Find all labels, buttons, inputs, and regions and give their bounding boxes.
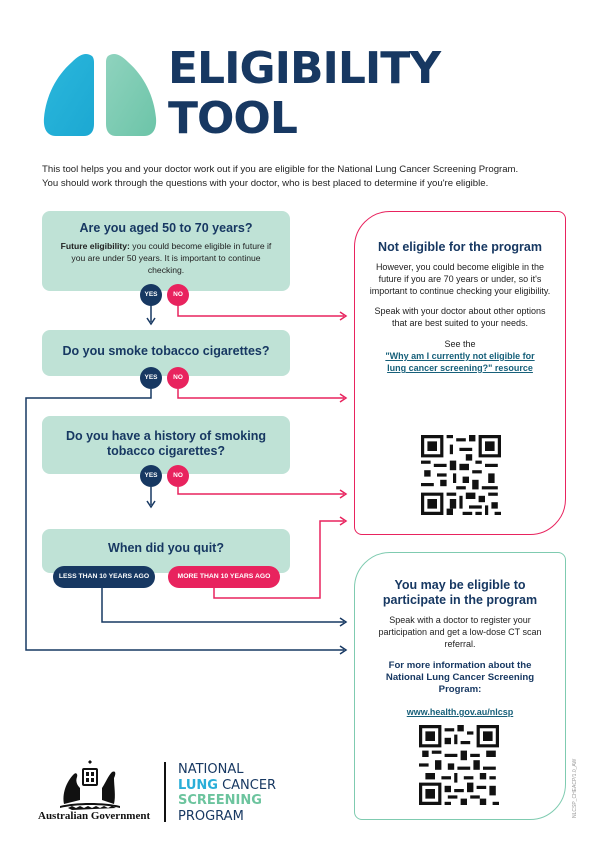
not-eligible-text-2: Speak with your doctor about other options that are best suited to your needs. — [374, 306, 546, 328]
question-smoke-title: Do you smoke tobacco cigarettes? — [62, 344, 270, 358]
not-eligible-text-1: However, you could become eligible in the future if you are 70 years or under, so it's important to continue checking your eligibility. — [369, 262, 551, 296]
coat-of-arms-icon — [58, 760, 122, 812]
question-smoke — [42, 330, 290, 376]
see-the-text: See the — [444, 339, 476, 349]
future-eligibility-text: you could become eligible in future if you are under 50 years. It is important to continue checking. — [71, 241, 272, 275]
more-info-text: For more information about the National Lung Cancer Screening Program: — [385, 660, 535, 695]
more-than-10-years-button[interactable]: MORE THAN 10 YEARS AGO — [168, 566, 280, 588]
nlcsp-logo — [178, 762, 276, 824]
intro-line-1: This tool helps you and your doctor work out if you are eligible for the National Lung Cancer Screening Program. — [42, 164, 519, 175]
history-no-button[interactable]: NO — [167, 465, 189, 487]
intro-line-2: You should work through the questions with your doctor, who is best placed to determine if you're eligible. — [42, 178, 489, 189]
future-eligibility-label: Future eligibility: — [60, 241, 130, 251]
smoke-no-button[interactable]: NO — [167, 367, 189, 389]
health-website-link[interactable]: www.health.gov.au/nlcsp — [406, 707, 514, 717]
footer-divider — [164, 762, 166, 822]
title-line-2: TOOL — [168, 93, 297, 144]
question-quit-title: When did you quit? — [108, 541, 224, 555]
future-eligibility-note — [56, 240, 276, 276]
title-line-1: ELIGIBILITY — [168, 43, 441, 94]
question-age-title: Are you aged 50 to 70 years? — [79, 221, 253, 235]
history-yes-button[interactable]: YES — [140, 465, 162, 487]
question-history — [42, 416, 290, 474]
not-eligible-qr-code-icon — [421, 435, 501, 515]
smoke-yes-button[interactable]: YES — [140, 367, 162, 389]
nlcsp-lung-word: LUNG — [178, 777, 218, 793]
eligible-text: Speak with a doctor to register your participation and get a low-dose CT scan referral. — [378, 615, 542, 649]
document-code: NLCSP_CHEACP/1.0_AW — [572, 758, 578, 818]
eligible-title: You may be eligible to participate in the program — [382, 578, 538, 607]
nlcsp-line-1: NATIONAL — [178, 762, 244, 777]
australian-government-label: Australian Government — [38, 810, 151, 822]
nlcsp-cancer-word: CANCER — [217, 777, 277, 793]
nlcsp-line-4: PROGRAM — [178, 808, 244, 824]
question-history-title: Do you have a history of smoking tobacco cigarettes? — [65, 429, 267, 458]
less-than-10-years-button[interactable]: LESS THAN 10 YEARS AGO — [53, 566, 155, 588]
age-no-button[interactable]: NO — [167, 284, 189, 306]
age-yes-button[interactable]: YES — [140, 284, 162, 306]
nlcsp-line-2 — [178, 778, 276, 794]
eligible-qr-code-icon — [419, 725, 499, 805]
not-eligible-title: Not eligible for the program — [378, 240, 542, 254]
nlcsp-line-3: SCREENING — [178, 793, 262, 808]
question-age — [42, 211, 290, 291]
not-eligible-resource-link[interactable]: "Why am I currently not eligible for lung cancer screening?" resource — [385, 351, 535, 373]
